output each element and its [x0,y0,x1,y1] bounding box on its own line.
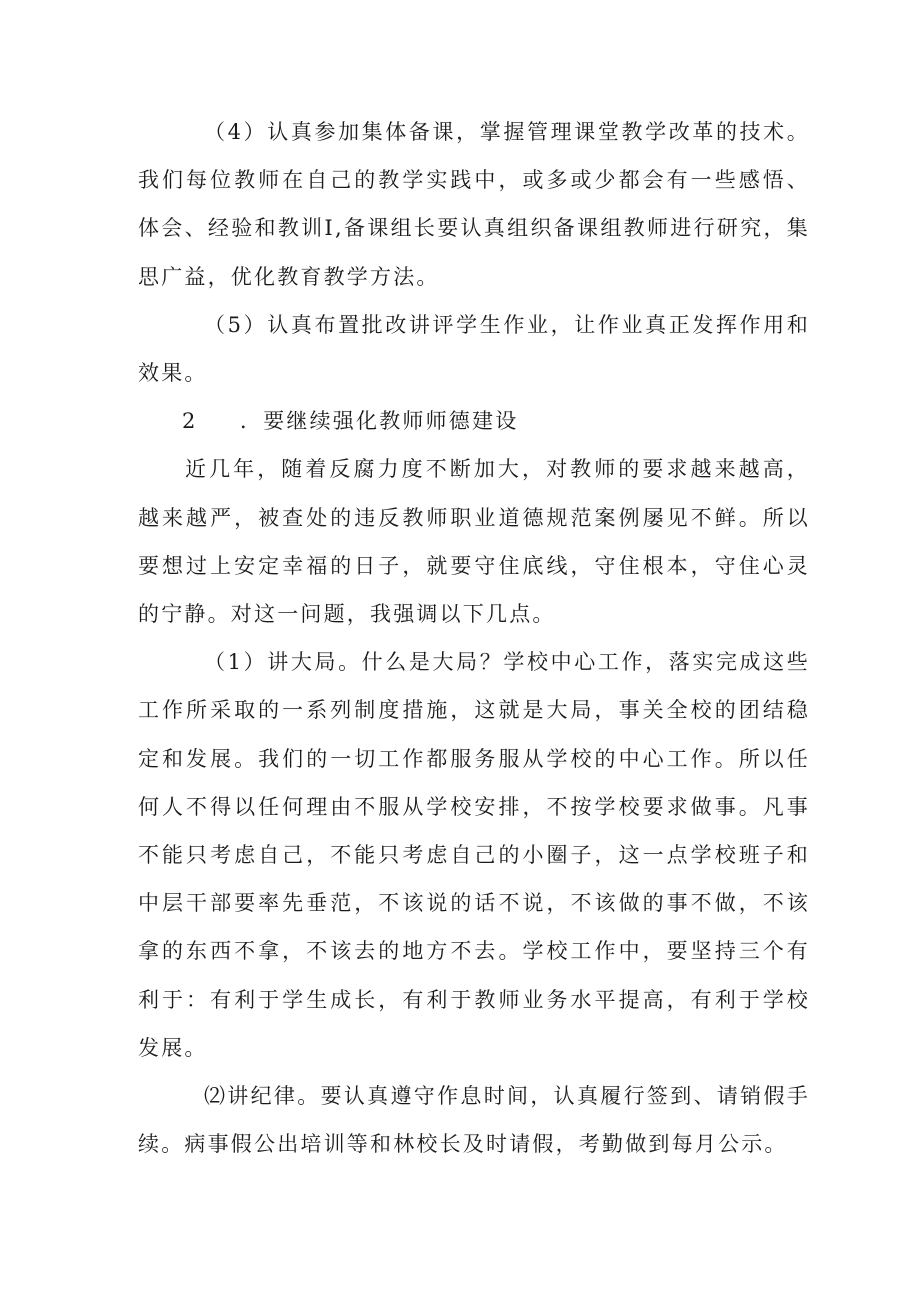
paragraph-item-4: （4）认真参加集体备课，掌握管理课堂教学改革的技术。我们每位教师在自己的教学实践中，或多或少都会有一些感悟、体会、经验和教训Ⅰ,备课组长要认真组织备课组教师进行研究，集思广益，优化教育教学方法。 [138,120,810,289]
paragraph-item-5: （5）认真布置批改讲评学生作业，让作业真正发挥作用和效果。 [138,312,810,386]
section-heading [138,397,810,445]
paragraph-point-2: ⑵讲纪律。要认真遵守作息时间，认真履行签到、请销假手续。病事假公出培训等和林校长及时请假，考勤做到每月公示。 [138,1084,810,1157]
section-number: 2 [182,409,198,434]
section-title: ．要继续强化教师师德建设 [240,409,519,434]
paragraph-intro: 近几年，随着反腐力度不断加大，对教师的要求越来越高，越来越严，被查处的违反教师职业道德规范案例屡见不鲜。所以要想过上安定幸福的日子，就要守住底线，守住根本，守住心灵的宁静。对这一问题，我强调以下几点。 [138,457,810,627]
paragraph-point-1: （1）讲大局。什么是大局？学校中心工作，落实完成这些工作所采取的一系列制度措施，这就是大局，事关全校的团结稳定和发展。我们的一切工作都服务服从学校的中心工作。所以任何人不得以任何理由不服从学校安排，不按学校要求做事。凡事不能只考虑自己，不能只考虑自己的小圈子，这一点学校班子和中层干部要率先垂范，不该说的话不说，不该做的事不做，不该拿的东西不拿，不该去的地方不去。学校工作中，要坚持三个有利于：有利于学生成长，有利于教师业务水平提高，有利于学校发展。 [138,650,810,1060]
document-body [138,108,810,1168]
